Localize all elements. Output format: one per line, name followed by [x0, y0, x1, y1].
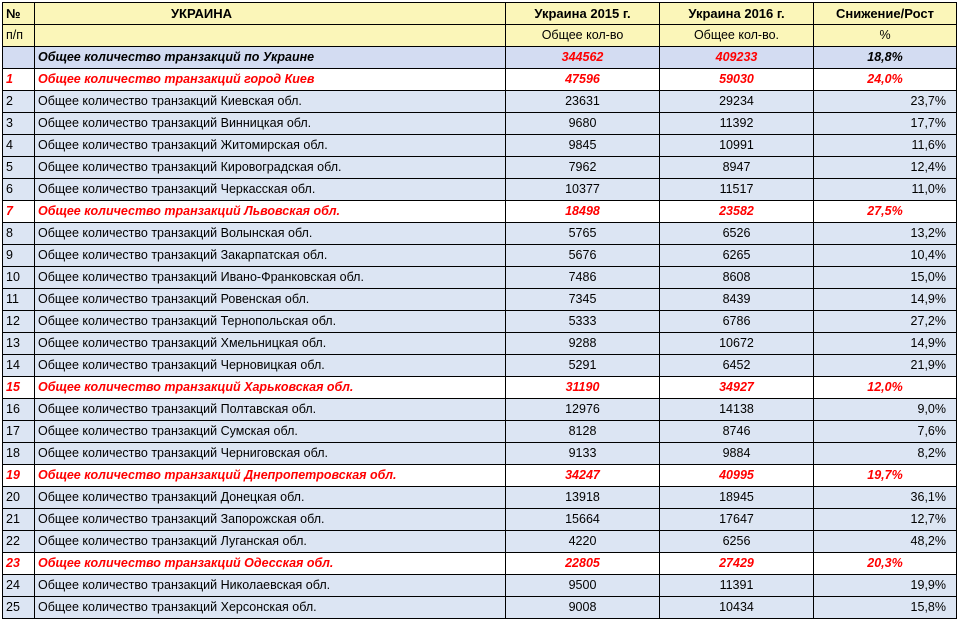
change-percent: 12,4% [814, 157, 957, 179]
row-name: Общее количество транзакций Львовская обл. [35, 201, 506, 223]
row-name: Общее количество транзакций Луганская обл. [35, 531, 506, 553]
change-percent: 12,7% [814, 509, 957, 531]
subheader-region [35, 25, 506, 47]
row-index: 5 [3, 157, 35, 179]
subheader-row [3, 25, 957, 47]
row-index: 18 [3, 443, 35, 465]
row-index: 6 [3, 179, 35, 201]
value-2015: 8128 [506, 421, 660, 443]
row-index: 3 [3, 113, 35, 135]
table-row [3, 443, 957, 465]
row-index: 10 [3, 267, 35, 289]
change-percent: 19,7% [814, 465, 957, 487]
row-name: Общее количество транзакций Херсонская обл. [35, 597, 506, 619]
row-name: Общее количество транзакций Донецкая обл. [35, 487, 506, 509]
table-row [3, 113, 957, 135]
change-percent: 15,8% [814, 597, 957, 619]
transactions-table [2, 2, 957, 619]
table-row [3, 179, 957, 201]
change-percent: 17,7% [814, 113, 957, 135]
row-name: Общее количество транзакций Харьковская обл. [35, 377, 506, 399]
change-percent: 15,0% [814, 267, 957, 289]
value-2015: 7962 [506, 157, 660, 179]
value-2016: 17647 [660, 509, 814, 531]
row-index: 14 [3, 355, 35, 377]
row-name: Общее количество транзакций Черновицкая обл. [35, 355, 506, 377]
row-name: Общее количество транзакций Житомирская обл. [35, 135, 506, 157]
table-row [3, 531, 957, 553]
value-2016: 59030 [660, 69, 814, 91]
row-index: 16 [3, 399, 35, 421]
value-2016: 23582 [660, 201, 814, 223]
value-2016: 11392 [660, 113, 814, 135]
change-percent: 18,8% [814, 47, 957, 69]
row-name: Общее количество транзакций Николаевская обл. [35, 575, 506, 597]
subheader-num: п/п [3, 25, 35, 47]
change-percent: 14,9% [814, 333, 957, 355]
region-total-row [3, 69, 957, 91]
row-name: Общее количество транзакций Полтавская обл. [35, 399, 506, 421]
row-name: Общее количество транзакций Кировоградская обл. [35, 157, 506, 179]
table-row [3, 355, 957, 377]
value-2016: 29234 [660, 91, 814, 113]
row-name: Общее количество транзакций Закарпатская обл. [35, 245, 506, 267]
change-percent: 21,9% [814, 355, 957, 377]
row-name: Общее количество транзакций Черкасская обл. [35, 179, 506, 201]
row-name: Общее количество транзакций Тернопольская обл. [35, 311, 506, 333]
value-2016: 8947 [660, 157, 814, 179]
value-2016: 409233 [660, 47, 814, 69]
change-percent: 10,4% [814, 245, 957, 267]
header-change: Снижение/Рост [814, 3, 957, 25]
row-index: 20 [3, 487, 35, 509]
value-2016: 40995 [660, 465, 814, 487]
value-2015: 22805 [506, 553, 660, 575]
value-2015: 12976 [506, 399, 660, 421]
row-name: Общее количество транзакций Хмельницкая обл. [35, 333, 506, 355]
value-2016: 9884 [660, 443, 814, 465]
change-percent: 27,5% [814, 201, 957, 223]
header-row [3, 3, 957, 25]
row-name: Общее количество транзакций город Киев [35, 69, 506, 91]
value-2015: 47596 [506, 69, 660, 91]
table-row [3, 333, 957, 355]
row-index: 15 [3, 377, 35, 399]
header-2016: Украина 2016 г. [660, 3, 814, 25]
row-name: Общее количество транзакций Одесская обл. [35, 553, 506, 575]
change-percent: 11,0% [814, 179, 957, 201]
subheader-change: % [814, 25, 957, 47]
value-2016: 6452 [660, 355, 814, 377]
change-percent: 20,3% [814, 553, 957, 575]
change-percent: 7,6% [814, 421, 957, 443]
table-row [3, 157, 957, 179]
row-index: 7 [3, 201, 35, 223]
value-2016: 10672 [660, 333, 814, 355]
change-percent: 14,9% [814, 289, 957, 311]
value-2016: 18945 [660, 487, 814, 509]
subheader-2016: Общее кол-во. [660, 25, 814, 47]
table-row [3, 135, 957, 157]
table-row [3, 91, 957, 113]
value-2015: 23631 [506, 91, 660, 113]
row-index: 2 [3, 91, 35, 113]
value-2015: 10377 [506, 179, 660, 201]
row-name: Общее количество транзакций Днепропетровская обл. [35, 465, 506, 487]
row-index [3, 47, 35, 69]
change-percent: 48,2% [814, 531, 957, 553]
value-2015: 9500 [506, 575, 660, 597]
row-index: 11 [3, 289, 35, 311]
row-name: Общее количество транзакций Волынская обл. [35, 223, 506, 245]
row-name: Общее количество транзакций Ровенская обл. [35, 289, 506, 311]
value-2015: 7486 [506, 267, 660, 289]
region-total-row [3, 553, 957, 575]
value-2016: 8608 [660, 267, 814, 289]
value-2015: 13918 [506, 487, 660, 509]
change-percent: 27,2% [814, 311, 957, 333]
value-2015: 5676 [506, 245, 660, 267]
value-2015: 9680 [506, 113, 660, 135]
total-row [3, 47, 957, 69]
subheader-2015: Общее кол-во [506, 25, 660, 47]
row-name: Общее количество транзакций Ивано-Франковская обл. [35, 267, 506, 289]
row-index: 8 [3, 223, 35, 245]
table-row [3, 289, 957, 311]
value-2016: 10434 [660, 597, 814, 619]
value-2015: 5765 [506, 223, 660, 245]
value-2016: 6786 [660, 311, 814, 333]
change-percent: 11,6% [814, 135, 957, 157]
row-name: Общее количество транзакций Черниговская обл. [35, 443, 506, 465]
value-2015: 7345 [506, 289, 660, 311]
value-2015: 5291 [506, 355, 660, 377]
table-row [3, 311, 957, 333]
change-percent: 9,0% [814, 399, 957, 421]
value-2016: 10991 [660, 135, 814, 157]
value-2015: 31190 [506, 377, 660, 399]
row-index: 22 [3, 531, 35, 553]
header-2015: Украина 2015 г. [506, 3, 660, 25]
value-2015: 4220 [506, 531, 660, 553]
value-2016: 11391 [660, 575, 814, 597]
value-2015: 5333 [506, 311, 660, 333]
value-2016: 11517 [660, 179, 814, 201]
change-percent: 23,7% [814, 91, 957, 113]
value-2016: 6265 [660, 245, 814, 267]
value-2016: 6256 [660, 531, 814, 553]
row-index: 21 [3, 509, 35, 531]
value-2016: 8439 [660, 289, 814, 311]
table-row [3, 245, 957, 267]
row-name: Общее количество транзакций Киевская обл. [35, 91, 506, 113]
region-total-row [3, 377, 957, 399]
value-2015: 15664 [506, 509, 660, 531]
change-percent: 8,2% [814, 443, 957, 465]
row-index: 25 [3, 597, 35, 619]
table-row [3, 575, 957, 597]
row-index: 23 [3, 553, 35, 575]
table-row [3, 399, 957, 421]
value-2016: 27429 [660, 553, 814, 575]
header-num: № [3, 3, 35, 25]
region-total-row [3, 465, 957, 487]
region-total-row [3, 201, 957, 223]
row-index: 19 [3, 465, 35, 487]
value-2015: 9133 [506, 443, 660, 465]
value-2015: 9845 [506, 135, 660, 157]
table-row [3, 597, 957, 619]
row-index: 4 [3, 135, 35, 157]
change-percent: 36,1% [814, 487, 957, 509]
row-name: Общее количество транзакций по Украине [35, 47, 506, 69]
change-percent: 19,9% [814, 575, 957, 597]
row-name: Общее количество транзакций Винницкая обл. [35, 113, 506, 135]
row-index: 13 [3, 333, 35, 355]
value-2016: 34927 [660, 377, 814, 399]
value-2016: 14138 [660, 399, 814, 421]
header-region: УКРАИНА [35, 3, 506, 25]
table-row [3, 421, 957, 443]
value-2015: 344562 [506, 47, 660, 69]
value-2016: 6526 [660, 223, 814, 245]
row-index: 12 [3, 311, 35, 333]
table-row [3, 509, 957, 531]
row-name: Общее количество транзакций Запорожская обл. [35, 509, 506, 531]
change-percent: 13,2% [814, 223, 957, 245]
row-name: Общее количество транзакций Сумская обл. [35, 421, 506, 443]
row-index: 17 [3, 421, 35, 443]
row-index: 9 [3, 245, 35, 267]
value-2015: 9288 [506, 333, 660, 355]
table-row [3, 487, 957, 509]
change-percent: 12,0% [814, 377, 957, 399]
row-index: 1 [3, 69, 35, 91]
table-row [3, 223, 957, 245]
table-row [3, 267, 957, 289]
row-index: 24 [3, 575, 35, 597]
value-2015: 18498 [506, 201, 660, 223]
value-2016: 8746 [660, 421, 814, 443]
change-percent: 24,0% [814, 69, 957, 91]
value-2015: 34247 [506, 465, 660, 487]
value-2015: 9008 [506, 597, 660, 619]
